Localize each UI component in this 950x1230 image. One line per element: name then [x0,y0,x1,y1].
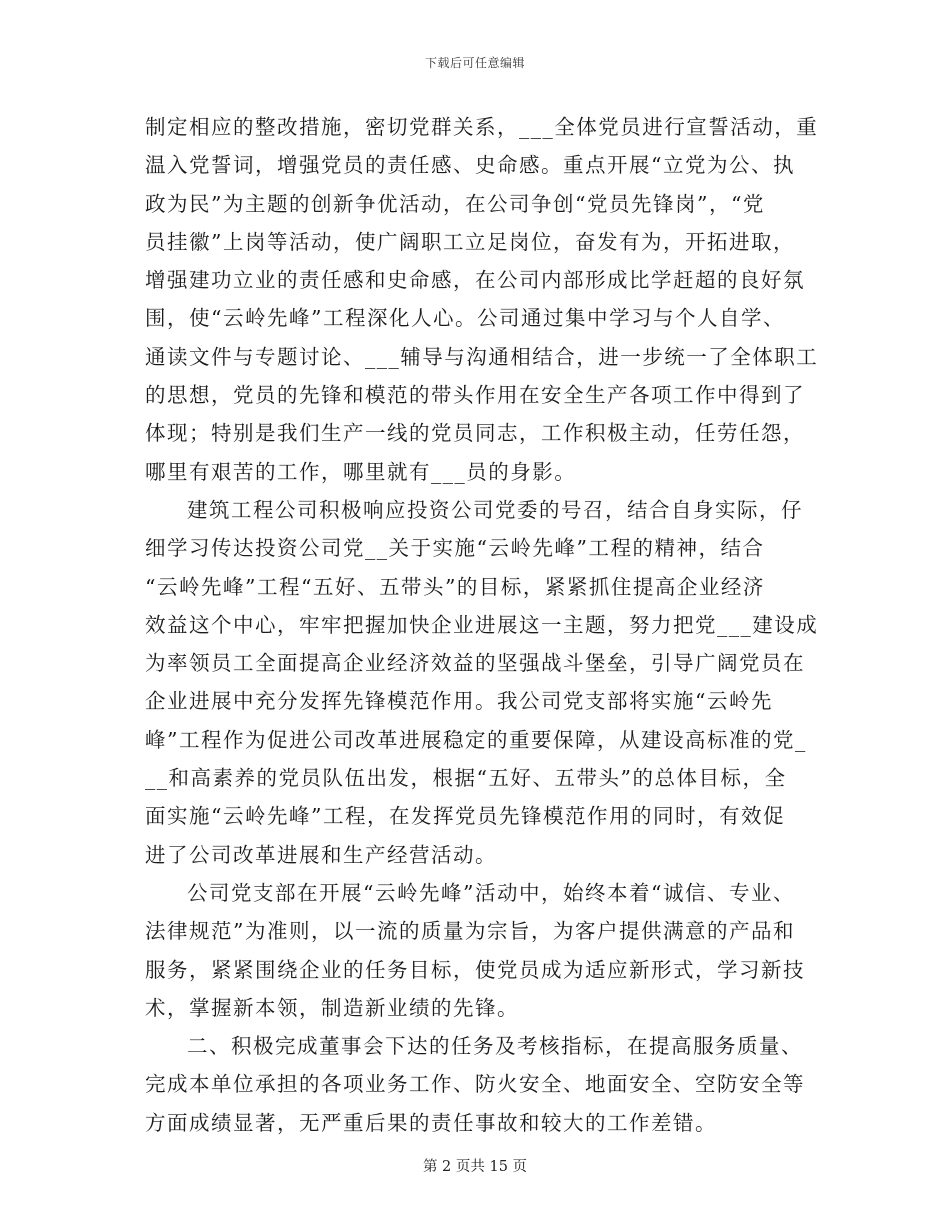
text-line: 员挂徽”上岗等活动，使广阔职工立足岗位，奋发有为，开拓进取， [145,229,795,254]
text-line: 哪里有艰苦的工作，哪里就有___员的身影。 [145,459,577,484]
text-line: 法律规范”为准则，以一流的质量为宗旨，为客户提供满意的产品和 [145,919,795,944]
text-line: 为率领员工全面提高企业经济效益的坚强战斗堡垒，引导广阔党员在 [145,651,805,676]
text-line: __和高素养的党员队伍出发，根据“五好、五带头”的总体目标，全 [145,766,787,791]
text-line: 二、积极完成董事会下达的任务及考核指标，在提高服务质量、 [187,1034,803,1059]
text-line: 通读文件与专题讨论、___辅导与沟通相结合，进一步统一了全体职工 [145,344,819,369]
page-number: 第 2 页共 15 页 [422,1159,528,1175]
text-line: 方面成绩显著，无严重后果的责任事故和较大的工作差错。 [145,1110,717,1135]
page-header: 下载后可任意编辑 [424,56,525,70]
text-line: 完成本单位承担的各项业务工作、防火安全、地面安全、空防安全等 [145,1072,805,1097]
text-line: 的思想，党员的先锋和模范的带头作用在安全生产各项工作中得到了 [145,383,805,408]
text-line: 建筑工程公司积极响应投资公司党委的号召，结合自身实际，仔 [187,497,803,522]
text-line: 公司党支部在开展“云岭先峰”活动中，始终本着“诚信、专业、 [187,880,795,905]
text-line: 温入党誓词，增强党员的责任感、史命感。重点开展“立党为公、执 [145,153,795,178]
text-line: 进了公司改革进展和生产经营活动。 [145,842,497,867]
text-line: 峰”工程作为促进公司改革进展稳定的重要保障，从建设高标准的党_ [145,727,807,752]
text-line: 面实施“云岭先峰”工程，在发挥党员先锋模范作用的同时，有效促 [145,804,785,829]
text-line: 围，使“云岭先峰”工程深化人心。公司通过集中学习与个人自学、 [145,306,785,331]
text-line: 企业进展中充分发挥先锋模范作用。我公司党支部将实施“云岭先 [145,689,773,714]
text-line: 制定相应的整改措施，密切党群关系，___全体党员进行宣誓活动，重 [145,115,819,139]
text-line: 效益这个中心，牢牢把握加快企业进展这一主题，努力把党___建设成 [145,612,819,637]
text-line: 政为民”为主题的创新争优活动，在公司争创“党员先锋岗”，“党 [145,191,765,216]
text-line: 服务，紧紧围绕企业的任务目标，使党员成为适应新形式，学习新技 [145,957,805,982]
text-line: 体现；特别是我们生产一线的党员同志，工作积极主动，任劳任怨， [145,421,805,446]
text-line: “云岭先峰”工程“五好、五带头”的目标，紧紧抓住提高企业经济 [145,574,765,599]
text-line: 术，掌握新本领，制造新业绩的先锋。 [145,995,519,1020]
text-line: 增强建功立业的责任感和史命感，在公司内部形成比学赶超的良好氛 [145,268,805,293]
document-body [145,108,819,1142]
text-line: 细学习传达投资公司党__关于实施“云岭先峰”工程的精神，结合 [145,536,765,561]
